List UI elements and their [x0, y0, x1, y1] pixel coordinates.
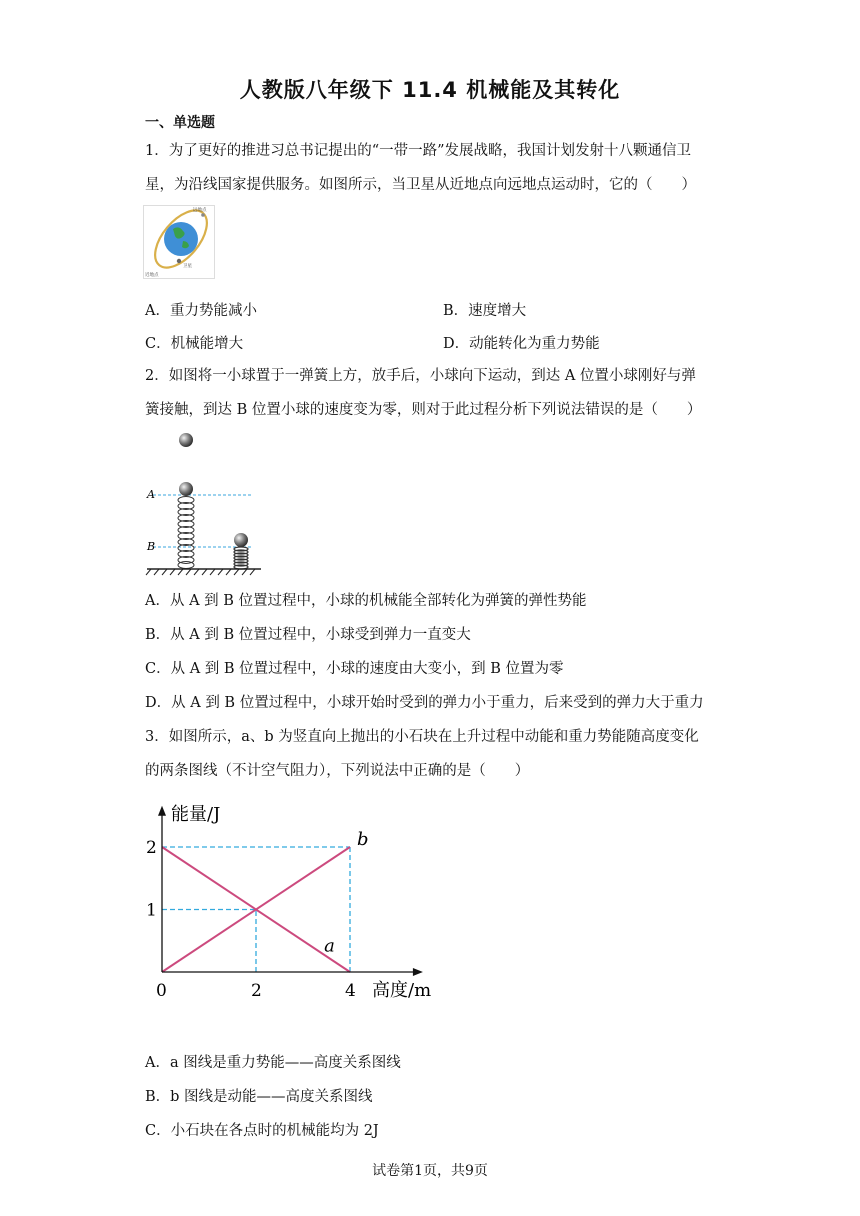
x-tick-label-4: 4 — [345, 981, 356, 1001]
q3-option-c[interactable]: C．小石块在各点时的机械能均为 2J — [145, 1123, 379, 1139]
q1-stem-line1: 1．为了更好的推进习总书记提出的“一带一路”发展战略，我国计划发射十八颗通信卫 — [145, 143, 692, 159]
ball-at-b-icon — [234, 533, 248, 547]
section-heading: 一、单选题 — [145, 115, 215, 131]
compressed-spring-icon — [234, 547, 248, 569]
q3-stem-line2: 的两条图线（不计空气阻力），下列说法中正确的是（ ） — [145, 763, 530, 779]
ground-hatching — [146, 569, 255, 575]
q1-option-c[interactable]: C．机械能增大 — [145, 336, 244, 352]
earth-icon — [164, 222, 198, 256]
q2-stem-line2: 簧接触，到达 B 位置小球的速度变为零，则对于此过程分析下列说法错误的是（ ） — [145, 402, 702, 418]
spring-ball-figure — [143, 428, 263, 576]
q3-stem-line1: 3．如图所示，a、b 为竖直向上抛出的小石块在上升过程中动能和重力势能随高度变化 — [145, 729, 699, 745]
page-title: 人教版八年级下 11.4 机械能及其转化 — [239, 78, 621, 102]
series-label-a: a — [324, 935, 335, 957]
x-axis-arrow-icon — [413, 968, 423, 976]
position-a-label: A — [147, 488, 155, 501]
far-point-label: 远地点 — [193, 208, 207, 213]
q1-option-d[interactable]: D．动能转化为重力势能 — [443, 336, 600, 352]
page-footer: 试卷第1页，共9页 — [372, 1163, 488, 1179]
y-tick-label-2: 2 — [146, 838, 157, 858]
q1-option-b[interactable]: B．速度增大 — [443, 303, 527, 319]
q1-stem-line2: 星，为沿线国家提供服务。如图所示，当卫星从近地点向远地点运动时，它的（ ） — [145, 177, 696, 193]
y-axis-arrow-icon — [158, 806, 166, 816]
satellite-label: 卫星 — [183, 264, 192, 269]
q1-option-a[interactable]: A．重力势能减小 — [145, 303, 257, 319]
q2-stem-line1: 2．如图将一小球置于一弹簧上方，放手后，小球向下运动，到达 A 位置小球刚好与弹 — [145, 368, 696, 384]
origin-tick-label: 0 — [156, 981, 167, 1001]
q2-option-b[interactable]: B．从 A 到 B 位置过程中，小球受到弹力一直变大 — [145, 627, 471, 643]
x-tick-label-2: 2 — [251, 981, 262, 1001]
near-point-label: 近地点 — [145, 273, 159, 278]
q2-option-d[interactable]: D．从 A 到 B 位置过程中，小球开始时受到的弹力小于重力，后来受到的弹力大于重力 — [145, 695, 704, 711]
ball-initial-icon — [179, 433, 193, 447]
x-axis-label: 高度/m — [372, 980, 432, 1001]
q2-option-c[interactable]: C．从 A 到 B 位置过程中，小球的速度由大变小，到 B 位置为零 — [145, 661, 564, 677]
long-spring-icon — [178, 497, 194, 569]
q3-option-a[interactable]: A．a 图线是重力势能——高度关系图线 — [145, 1055, 401, 1071]
q2-option-a[interactable]: A．从 A 到 B 位置过程中，小球的机械能全部转化为弹簧的弹性势能 — [145, 593, 587, 609]
satellite-orbit-figure — [143, 205, 215, 279]
ball-at-a-icon — [179, 482, 193, 496]
satellite-icon — [177, 259, 181, 263]
position-b-label: B — [147, 540, 156, 553]
q3-option-b[interactable]: B．b 图线是动能——高度关系图线 — [145, 1089, 373, 1105]
y-tick-label-1: 1 — [146, 900, 157, 921]
y-axis-label: 能量/J — [171, 803, 221, 825]
energy-height-chart — [140, 792, 450, 1004]
series-label-b: b — [357, 829, 369, 850]
